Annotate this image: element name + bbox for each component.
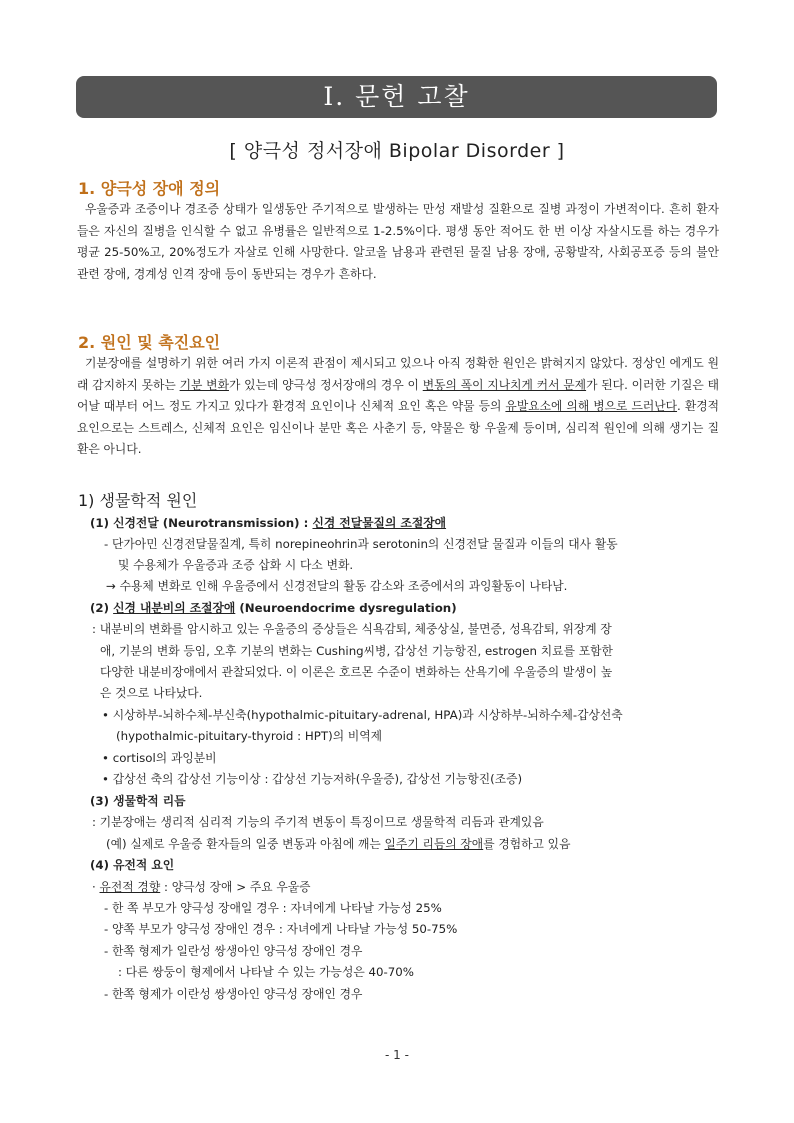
subsection-3-title: (3) 생물학적 리듬 (90, 794, 186, 808)
subsection-2-line-1: : 내분비의 변화를 암시하고 있는 우울증의 증상들은 식욕감퇴, 체중상실, 불면증, 성욕감퇴, 위장계 장 (92, 622, 612, 636)
subsection-4-line-6: - 한쪽 형제가 이란성 쌍생아인 양극성 장애인 경우 (104, 987, 363, 1001)
document-subtitle: [ 양극성 정서장애 Bipolar Disorder ] (229, 140, 565, 162)
subsection-4-title: (4) 유전적 요인 (90, 858, 175, 872)
section-2-body: 기분장애를 설명하기 위한 여러 가지 이론적 관점이 제시되고 있으나 아직 정확한 원인은 밝혀지지 않았다. 정상인 에게도 원래 감지하지 못하는 기분 변화가 있는데 양극성 정서장애의 경우 이 변동의 폭이 지나치게 커서 문제가 된다. 이러한 기질은 태어날 때부터 어느 정도 가지고 있다가 환경적 요인이나 신체적 요인 혹은 약물 등의 유발요소에 의해 병으로 드러난다. 환경적 요인으로는 스트레스, 신체적 요인은 임신이나 분만 혹은 사춘기 등, 약물은 항 우울제 등이며, 심리적 원인에 의해 생기는 질환은 아니다. (77, 356, 720, 457)
section-2-heading: 2. 원인 및 촉진요인 (78, 333, 221, 352)
subsection-2-line-3: 다양한 내분비장애에서 관찰되었다. 이 이론은 호르몬 수준이 변화하는 산욕기에 우울증의 발생이 높 (100, 665, 613, 679)
subsection-4-line-2: - 한 쪽 부모가 양극성 장애일 경우 : 자녀에게 나타날 가능성 25% (104, 901, 442, 915)
subsection-3-line-1: : 기분장애는 생리적 심리적 기능의 주기적 변동이 특징이므로 생물학적 리듬과 관계있음 (92, 815, 544, 829)
subsection-4-line-5: : 다른 쌍둥이 형제에서 나타날 수 있는 가능성은 40-70% (118, 965, 414, 979)
bio-cause-heading: 1) 생물학적 원인 (78, 491, 198, 510)
subsection-1-line-1: - 단가아민 신경전달물질계, 특히 norepineohrin과 serotonin의 신경전달 물질과 이들의 대사 활동 (104, 537, 618, 551)
subsection-2-title: (2) 신경 내분비의 조절장애 (Neuroendocrime dysregulation) (90, 601, 457, 615)
subsection-2-line-2: 애, 기분의 변화 등임, 오후 기분의 변화는 Cushing씨병, 갑상선 기능항진, estrogen 치료를 포함한 (100, 644, 613, 658)
subsection-2-bullet-2: • cortisol의 과잉분비 (102, 751, 217, 765)
subsection-4-line-4: - 한쪽 형제가 일란성 쌍생아인 양극성 장애인 경우 (104, 944, 363, 958)
section-1-heading: 1. 양극성 장애 정의 (78, 179, 221, 198)
page-number: - 1 - (385, 1048, 409, 1062)
subsection-3-line-2: (예) 실제로 우울증 환자들의 일중 변동과 아침에 깨는 일주기 리듬의 장애를 경험하고 있음 (106, 837, 571, 851)
subsection-4-line-3: - 양쪽 부모가 양극성 장애인 경우 : 자녀에게 나타날 가능성 50-75% (104, 922, 458, 936)
section-1-body: 우울증과 조증이나 경조증 상태가 일생동안 주기적으로 발생하는 만성 재발성 질환으로 질병 과정이 가변적이다. 흔히 환자들은 자신의 질병을 인식할 수 없고 유병률은 일반적으로 1-2.5%이다. 평생 동안 적어도 한 번 이상 자살시도를 하는 경우가 평균 25-50%고, 20%정도가 자살로 인해 사망한다. 알코올 남용과 관련된 물질 남용 장애, 공황발작, 사회공포증 등의 불안 관련 장애, 경계성 인격 장애 등이 동반되는 경우가 흔하다. (77, 202, 719, 281)
subsection-1-line-3: → 수용체 변화로 인해 우울증에서 신경전달의 활동 감소와 조증에서의 과잉활동이 나타남. (106, 579, 568, 593)
subsection-2-bullet-3: • 갑상선 축의 갑상선 기능이상 : 갑상선 기능저하(우울증), 갑상선 기능항진(조증) (102, 772, 523, 786)
subsection-2-line-4: 은 것으로 나타났다. (100, 686, 203, 700)
subsection-2-bullet-1-cont: (hypothalmic-pituitary-thyroid : HPT)의 비역제 (116, 729, 383, 743)
subsection-1-line-2: 및 수용체가 우울증과 조증 삽화 시 다소 변화. (118, 558, 354, 572)
subsection-1-title: (1) 신경전달 (Neurotransmission) : 신경 전달물질의 조절장애 (90, 516, 447, 530)
chapter-banner: Ⅰ. 문헌 고찰 (76, 76, 717, 118)
subsection-2-bullet-1: • 시상하부-뇌하수체-부신축(hypothalmic-pituitary-adrenal, HPA)과 시상하부-뇌하수체-갑상선축 (102, 708, 623, 722)
subsection-4-line-1: · 유전적 경향 : 양극성 장애 > 주요 우울증 (92, 880, 311, 894)
